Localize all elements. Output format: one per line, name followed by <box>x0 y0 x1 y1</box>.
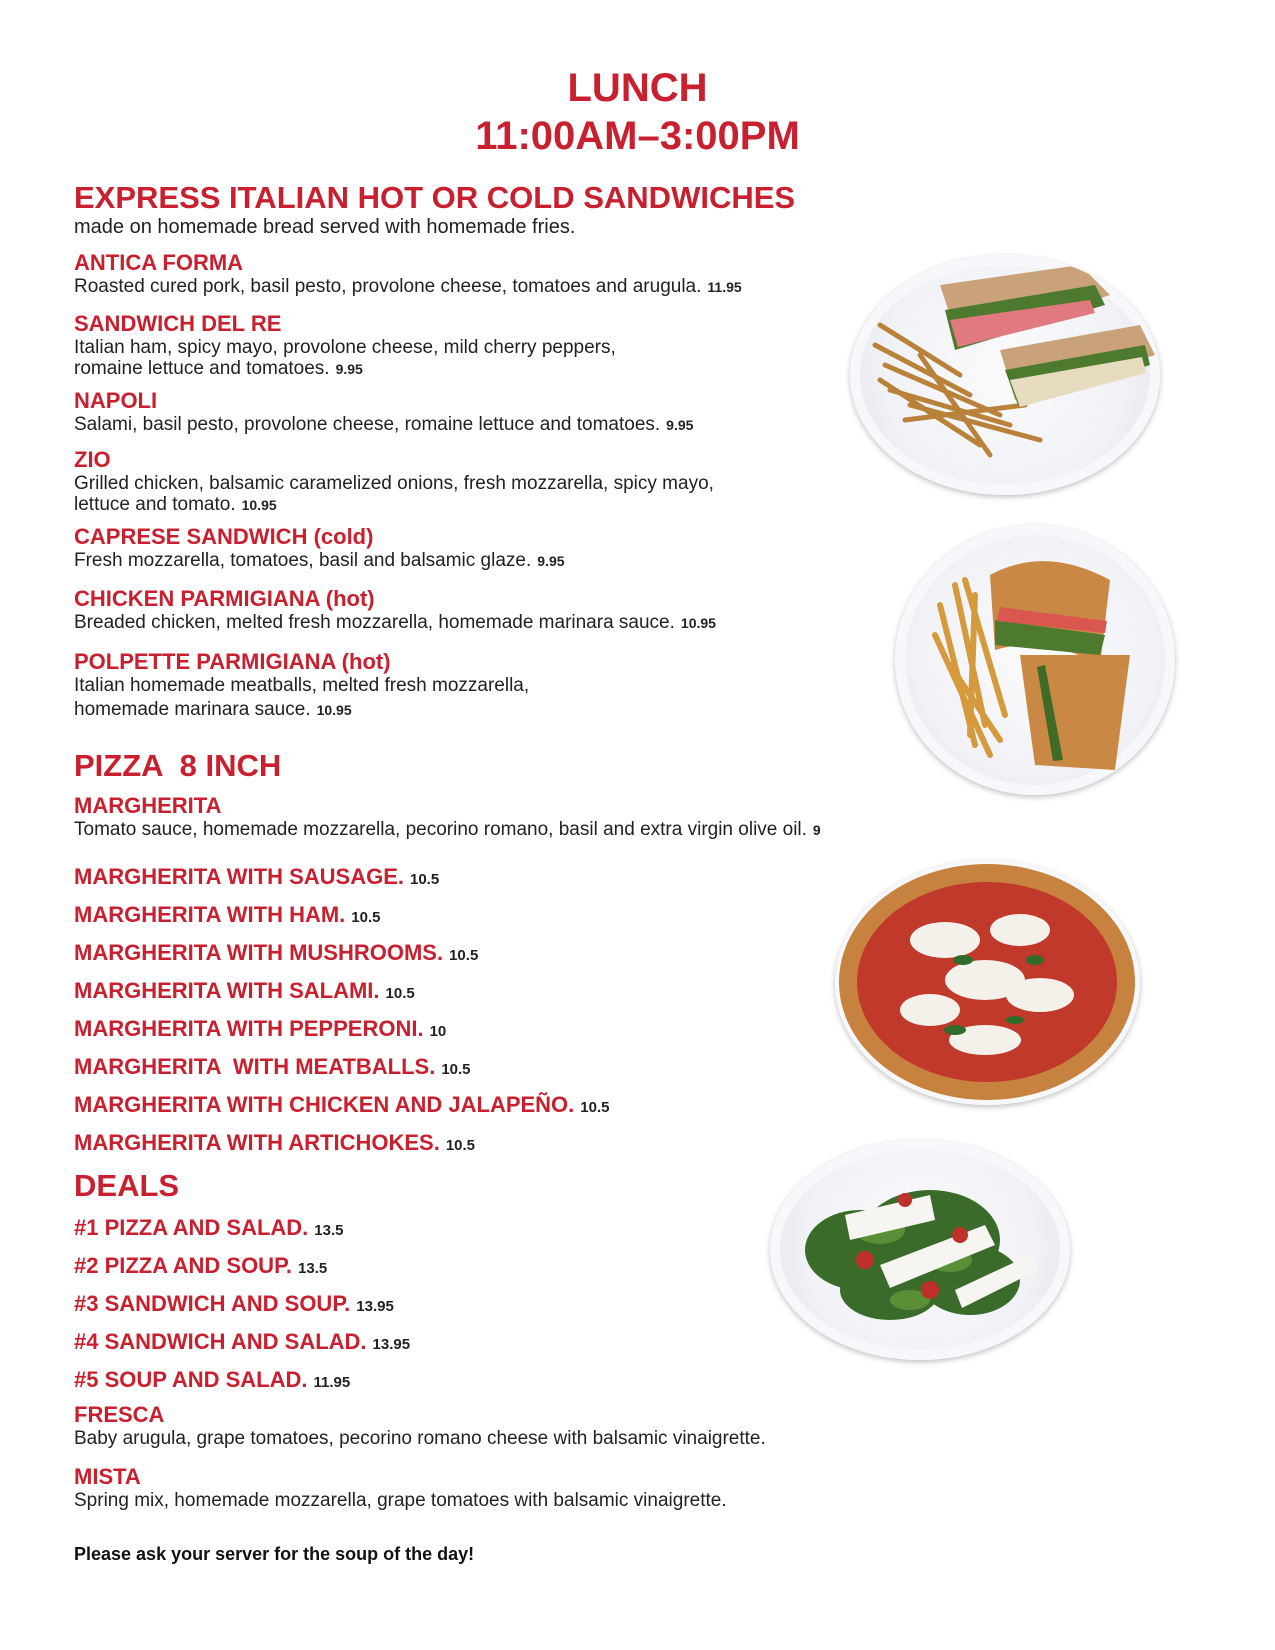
menu-item-fresca <box>74 1402 766 1449</box>
item-desc: Spring mix, homemade mozzarella, grape tomatoes with balsamic vinaigrette. <box>74 1490 727 1511</box>
menu-item-zio <box>74 447 714 516</box>
item-price: 10.95 <box>316 702 352 718</box>
salad-plate-photo <box>770 1140 1070 1360</box>
item-price: 11.95 <box>707 279 742 295</box>
menu-item-mista <box>74 1464 727 1511</box>
menu-item-napoli <box>74 388 693 436</box>
item-name: FRESCA <box>74 1402 165 1427</box>
menu-item-polpette-parmigiana <box>74 649 529 721</box>
item-price: 10.5 <box>449 947 479 964</box>
item-name: CHICKEN PARMIGIANA (hot) <box>74 586 375 611</box>
item-name: ZIO <box>74 447 111 472</box>
item-desc: Roasted cured pork, basil pesto, provolone cheese, tomatoes and arugula. 11.95 <box>74 276 742 297</box>
item-price: 13.5 <box>314 1222 344 1239</box>
item-price: 13.5 <box>298 1260 328 1277</box>
item-price: 10.5 <box>580 1099 610 1116</box>
item-name: CAPRESE SANDWICH (cold) <box>74 524 374 549</box>
deal-item: #4 SANDWICH AND SALAD. 13.95 <box>74 1329 411 1354</box>
item-price: 10.5 <box>410 871 440 888</box>
pizza-heading: PIZZA 8 INCH <box>74 748 282 783</box>
item-name: SANDWICH DEL RE <box>74 311 282 336</box>
item-price: 9.95 <box>666 417 694 433</box>
sandwich-fries-plate-photo <box>895 525 1175 795</box>
item-price: 10 <box>429 1023 447 1040</box>
menu-item-pizza-variant: MARGHERITA WITH SALAMI. 10.5 <box>74 978 415 1003</box>
item-name: POLPETTE PARMIGIANA (hot) <box>74 649 391 674</box>
menu-item-pizza-variant: MARGHERITA WITH HAM. 10.5 <box>74 902 381 927</box>
item-desc: Grilled chicken, balsamic caramelized onions, fresh mozzarella, spicy mayo, <box>74 473 714 494</box>
item-desc: Italian homemade meatballs, melted fresh mozzarella, <box>74 675 530 696</box>
deal-item: #1 PIZZA AND SALAD. 13.5 <box>74 1215 344 1240</box>
item-price: 10.95 <box>680 615 716 631</box>
margherita-pizza-photo <box>835 860 1140 1105</box>
sandwiches-subheading: made on homemade bread served with homemade fries. <box>74 216 576 238</box>
menu-item-pizza-variant: MARGHERITA WITH MEATBALLS. 10.5 <box>74 1054 471 1079</box>
item-name: NAPOLI <box>74 388 158 413</box>
item-desc: lettuce and tomato. 10.95 <box>74 494 277 515</box>
item-desc: Baby arugula, grape tomatoes, pecorino romano cheese with balsamic vinaigrette. <box>74 1428 766 1449</box>
item-price: 13.95 <box>372 1336 411 1353</box>
item-price: 10.5 <box>351 909 381 926</box>
item-price: 13.95 <box>356 1298 394 1315</box>
item-price: 10.5 <box>385 985 415 1002</box>
item-desc: Italian ham, spicy mayo, provolone cheese, mild cherry peppers, <box>74 337 616 358</box>
menu-item-pizza-variant: MARGHERITA WITH MUSHROOMS. 10.5 <box>74 940 479 965</box>
deal-item: #5 SOUP AND SALAD. 11.95 <box>74 1367 351 1392</box>
item-desc: Breaded chicken, melted fresh mozzarella, homemade marinara sauce. 10.95 <box>74 612 716 633</box>
item-desc: Fresh mozzarella, tomatoes, basil and balsamic glaze. 9.95 <box>74 550 565 571</box>
deal-item: #2 PIZZA AND SOUP. 13.5 <box>74 1253 328 1278</box>
item-price: 11.95 <box>313 1374 351 1391</box>
deal-item: #3 SANDWICH AND SOUP. 13.95 <box>74 1291 394 1316</box>
item-price: 10.95 <box>241 497 277 513</box>
menu-item-pizza-variant: MARGHERITA WITH ARTICHOKES. 10.5 <box>74 1130 476 1155</box>
deals-heading: DEALS <box>74 1168 180 1203</box>
item-desc: Salami, basil pesto, provolone cheese, romaine lettuce and tomatoes. 9.95 <box>74 414 694 435</box>
item-desc: romaine lettuce and tomatoes. 9.95 <box>74 358 363 379</box>
item-desc: Tomato sauce, homemade mozzarella, pecorino romano, basil and extra virgin olive oil. 9 <box>74 819 821 840</box>
menu-item-pizza-variant: MARGHERITA WITH PEPPERONI. 10 <box>74 1016 447 1041</box>
sandwiches-heading: EXPRESS ITALIAN HOT OR COLD SANDWICHES <box>74 180 796 215</box>
item-price: 9.95 <box>335 361 363 377</box>
menu-item-pizza-variant: MARGHERITA WITH CHICKEN AND JALAPEÑO. 10.5 <box>74 1092 610 1117</box>
menu-item-chicken-parmigiana <box>74 586 716 634</box>
menu-item-antica-forma <box>74 250 742 298</box>
sandwich-fries-plate-photo <box>850 255 1160 495</box>
menu-hours: 11:00AM–3:00PM <box>475 114 800 158</box>
item-name: ANTICA FORMA <box>74 250 244 275</box>
menu-item-pizza-variant: MARGHERITA WITH SAUSAGE. 10.5 <box>74 864 440 889</box>
item-price: 10.5 <box>445 1137 476 1154</box>
soup-of-the-day-note: Please ask your server for the soup of the day! <box>74 1544 475 1564</box>
item-price: 9 <box>812 822 821 838</box>
menu-item-sandwich-del-re <box>74 311 616 380</box>
menu-item-margherita <box>74 793 821 841</box>
item-price: 10.5 <box>441 1061 471 1078</box>
menu-title: LUNCH <box>567 66 708 110</box>
item-name: MARGHERITA <box>74 793 222 818</box>
menu-item-caprese <box>74 524 565 572</box>
item-desc: homemade marinara sauce. 10.95 <box>74 699 352 720</box>
item-name: MISTA <box>74 1464 141 1489</box>
item-price: 9.95 <box>537 553 565 569</box>
